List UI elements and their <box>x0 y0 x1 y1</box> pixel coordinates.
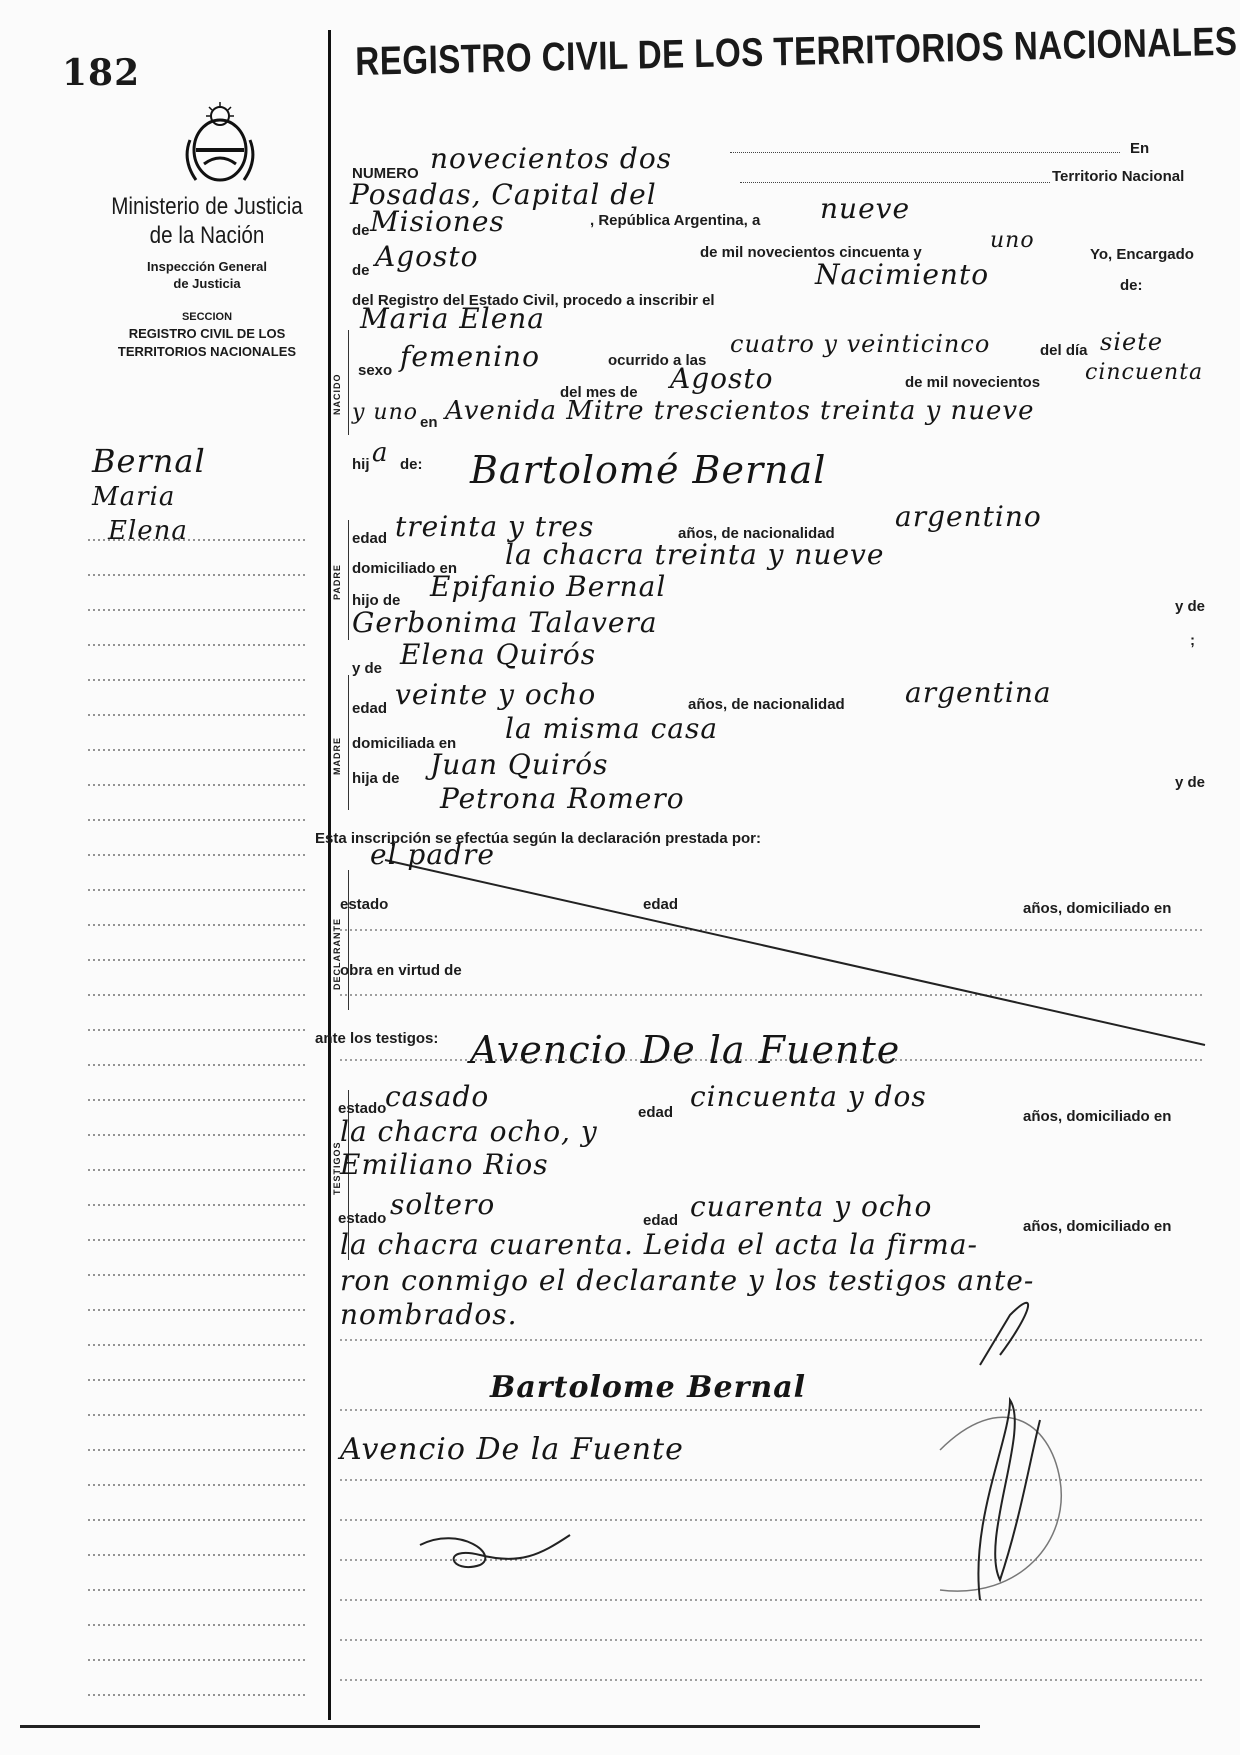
entry-estado-testigo-2: soltero <box>390 1188 496 1221</box>
label-y-de-3: y de <box>1175 774 1206 791</box>
entry-abuela-paterna: Gerbonima Talavera <box>352 606 658 639</box>
label-de-4: de: <box>400 456 423 473</box>
side-label-nacido: NACIDO <box>332 373 342 415</box>
entry-mes: Agosto <box>375 240 479 273</box>
label-anos-nac-madre: años, de nacionalidad <box>688 696 845 713</box>
entry-dia: nueve <box>820 192 911 225</box>
label-semicolon: ; <box>1190 632 1195 649</box>
fill-line <box>740 182 1050 183</box>
label-yo: Yo, Encargado <box>1090 246 1194 263</box>
ministry-line-2: de la Nación <box>149 222 265 249</box>
inspection-line-1: Inspección General <box>147 259 267 274</box>
margin-first-name: Maria <box>92 482 176 512</box>
label-sexo: sexo <box>358 362 393 379</box>
signature-father: Bartolome Bernal <box>490 1370 807 1405</box>
entry-nac-madre: argentina <box>905 676 1052 709</box>
entry-anio-nac: cincuenta <box>1085 360 1204 385</box>
officer-signature <box>978 1400 1040 1600</box>
signature-witness: Avencio De la Fuente <box>340 1432 684 1467</box>
label-hija-de: hija de <box>352 770 400 787</box>
label-edad-testigo-1: edad <box>638 1104 674 1121</box>
label-ante-testigos: ante los testigos: <box>315 1030 439 1047</box>
page-title: REGISTRO CIVIL DE LOS TERRITORIOS NACIONALES <box>355 19 1238 84</box>
label-en-2: en <box>420 414 438 431</box>
side-label-declarante: DECLARANTE <box>332 918 342 990</box>
entry-anio-nac-b: y uno <box>352 400 419 425</box>
entry-nac-padre: argentino <box>895 500 1042 533</box>
label-del-mes: del mes de <box>560 384 638 401</box>
entry-testigo-2: Emiliano Rios <box>340 1148 549 1181</box>
label-inscripcion: Esta inscripción se efectúa según la declaración prestada por: <box>315 830 761 847</box>
entry-dia-nac: siete <box>1100 328 1164 356</box>
label-mil-novecientos: de mil novecientos cincuenta y <box>700 244 922 261</box>
label-de: de <box>352 222 370 239</box>
margin-surname: Bernal <box>92 442 206 480</box>
signature-flourish <box>980 1303 1028 1365</box>
label-y-de-2: y de <box>352 660 383 677</box>
label-anos-dom-testigo-2: años, domiciliado en <box>1023 1218 1172 1235</box>
label-anos-dom-testigo-1: años, domiciliado en <box>1023 1108 1172 1125</box>
entry-madre: Elena Quirós <box>400 638 597 671</box>
padre-bracket <box>348 520 349 640</box>
entry-cierre-2: ron conmigo el declarante y los testigos ante- <box>340 1264 1035 1297</box>
side-label-madre: MADRE <box>332 737 342 775</box>
label-edad-padre: edad <box>352 530 388 547</box>
entry-dom-testigo-1: la chacra ocho, y <box>340 1115 598 1148</box>
entry-edad-padre: treinta y tres <box>395 510 595 543</box>
margin-second-name: Elena <box>108 516 188 546</box>
label-obra: obra en virtud de <box>340 962 462 979</box>
entry-hora: cuatro y veinticinco <box>730 330 991 358</box>
entry-acto: Nacimiento <box>815 258 990 291</box>
label-territorio: Territorio Nacional <box>1052 168 1185 185</box>
label-anos-nac-padre: años, de nacionalidad <box>678 525 835 542</box>
label-domiciliado-padre: domiciliado en <box>352 560 458 577</box>
section-line-3: TERRITORIOS NACIONALES <box>117 344 297 359</box>
label-del-dia: del día <box>1040 342 1088 359</box>
inspection-line-2: de Justicia <box>173 276 241 291</box>
entry-edad-madre: veinte y ocho <box>395 678 597 711</box>
label-republica: , República Argentina, a <box>590 212 761 229</box>
entry-hij-suffix: a <box>372 438 389 468</box>
label-en: En <box>1130 140 1150 157</box>
label-estado-declarante: estado <box>340 896 389 913</box>
folio-number: 182 <box>62 52 141 94</box>
side-label-padre: PADRE <box>332 564 342 600</box>
entry-dom-padre: la chacra treinta y nueve <box>505 538 885 571</box>
entry-abuela-materna: Petrona Romero <box>440 782 685 815</box>
entry-declarante: el padre <box>370 838 495 871</box>
label-ocurrido: ocurrido a las <box>608 352 707 369</box>
label-hijo-de: hijo de <box>352 592 401 609</box>
entry-testigo-1: Avencio De la Fuente <box>470 1028 901 1072</box>
label-numero: NUMERO <box>352 165 419 182</box>
section-line-1: SECCION <box>181 311 233 323</box>
label-estado-testigo-2: estado <box>338 1210 387 1227</box>
entry-lugar-nac: Avenida Mitre trescientos treinta y nueve <box>445 396 1035 426</box>
entry-mes-nac: Agosto <box>670 362 774 395</box>
declarante-strike-line <box>385 860 1205 1045</box>
label-edad-declarante: edad <box>643 896 679 913</box>
entry-cierre-3: nombrados. <box>340 1298 518 1331</box>
section-line-2: REGISTRO CIVIL DE LOS <box>128 326 286 341</box>
label-del-registro: del Registro del Estado Civil, procedo a inscribir el <box>352 292 715 309</box>
entry-sexo: femenino <box>400 340 540 373</box>
fill-line <box>730 152 1120 153</box>
label-anos-dom-declarante: años, domiciliado en <box>1023 900 1172 917</box>
ministry-line-1: Ministerio de Justicia <box>111 193 303 220</box>
label-edad-madre: edad <box>352 700 388 717</box>
label-de-3: de: <box>1120 277 1143 294</box>
entry-estado-testigo-1: casado <box>385 1080 490 1113</box>
declarante-bracket <box>348 870 349 1010</box>
entry-edad-testigo-1: cincuenta y dos <box>690 1080 927 1113</box>
entry-territorio: Misiones <box>370 205 505 238</box>
label-estado-testigo-1: estado <box>338 1100 387 1117</box>
entry-anio: uno <box>990 228 1035 253</box>
entry-place: Posadas, Capital del <box>350 178 657 211</box>
nacido-bracket <box>348 330 349 435</box>
label-y-de-1: y de <box>1175 598 1206 615</box>
label-de-2: de <box>352 262 370 279</box>
side-label-testigos: TESTIGOS <box>332 1141 342 1195</box>
entry-dom-madre: la misma casa <box>505 712 719 745</box>
label-hij: hij <box>352 456 370 473</box>
entry-edad-testigo-2: cuarenta y ocho <box>690 1190 933 1223</box>
entry-abuelo-paterno: Epifanio Bernal <box>430 570 667 603</box>
label-de-mil-novecientos: de mil novecientos <box>905 374 1041 391</box>
madre-bracket <box>348 675 349 810</box>
entry-padre: Bartolomé Bernal <box>470 448 827 492</box>
entry-abuelo-materno: Juan Quirós <box>430 748 609 781</box>
label-edad-testigo-2: edad <box>643 1212 679 1229</box>
third-signature <box>420 1535 570 1567</box>
entry-numero: novecientos dos <box>430 142 673 175</box>
entry-cierre-1: la chacra cuarenta. Leida el acta la firma- <box>340 1228 978 1261</box>
entry-nombre: Maria Elena <box>360 302 545 335</box>
label-domiciliada: domiciliada en <box>352 735 457 752</box>
